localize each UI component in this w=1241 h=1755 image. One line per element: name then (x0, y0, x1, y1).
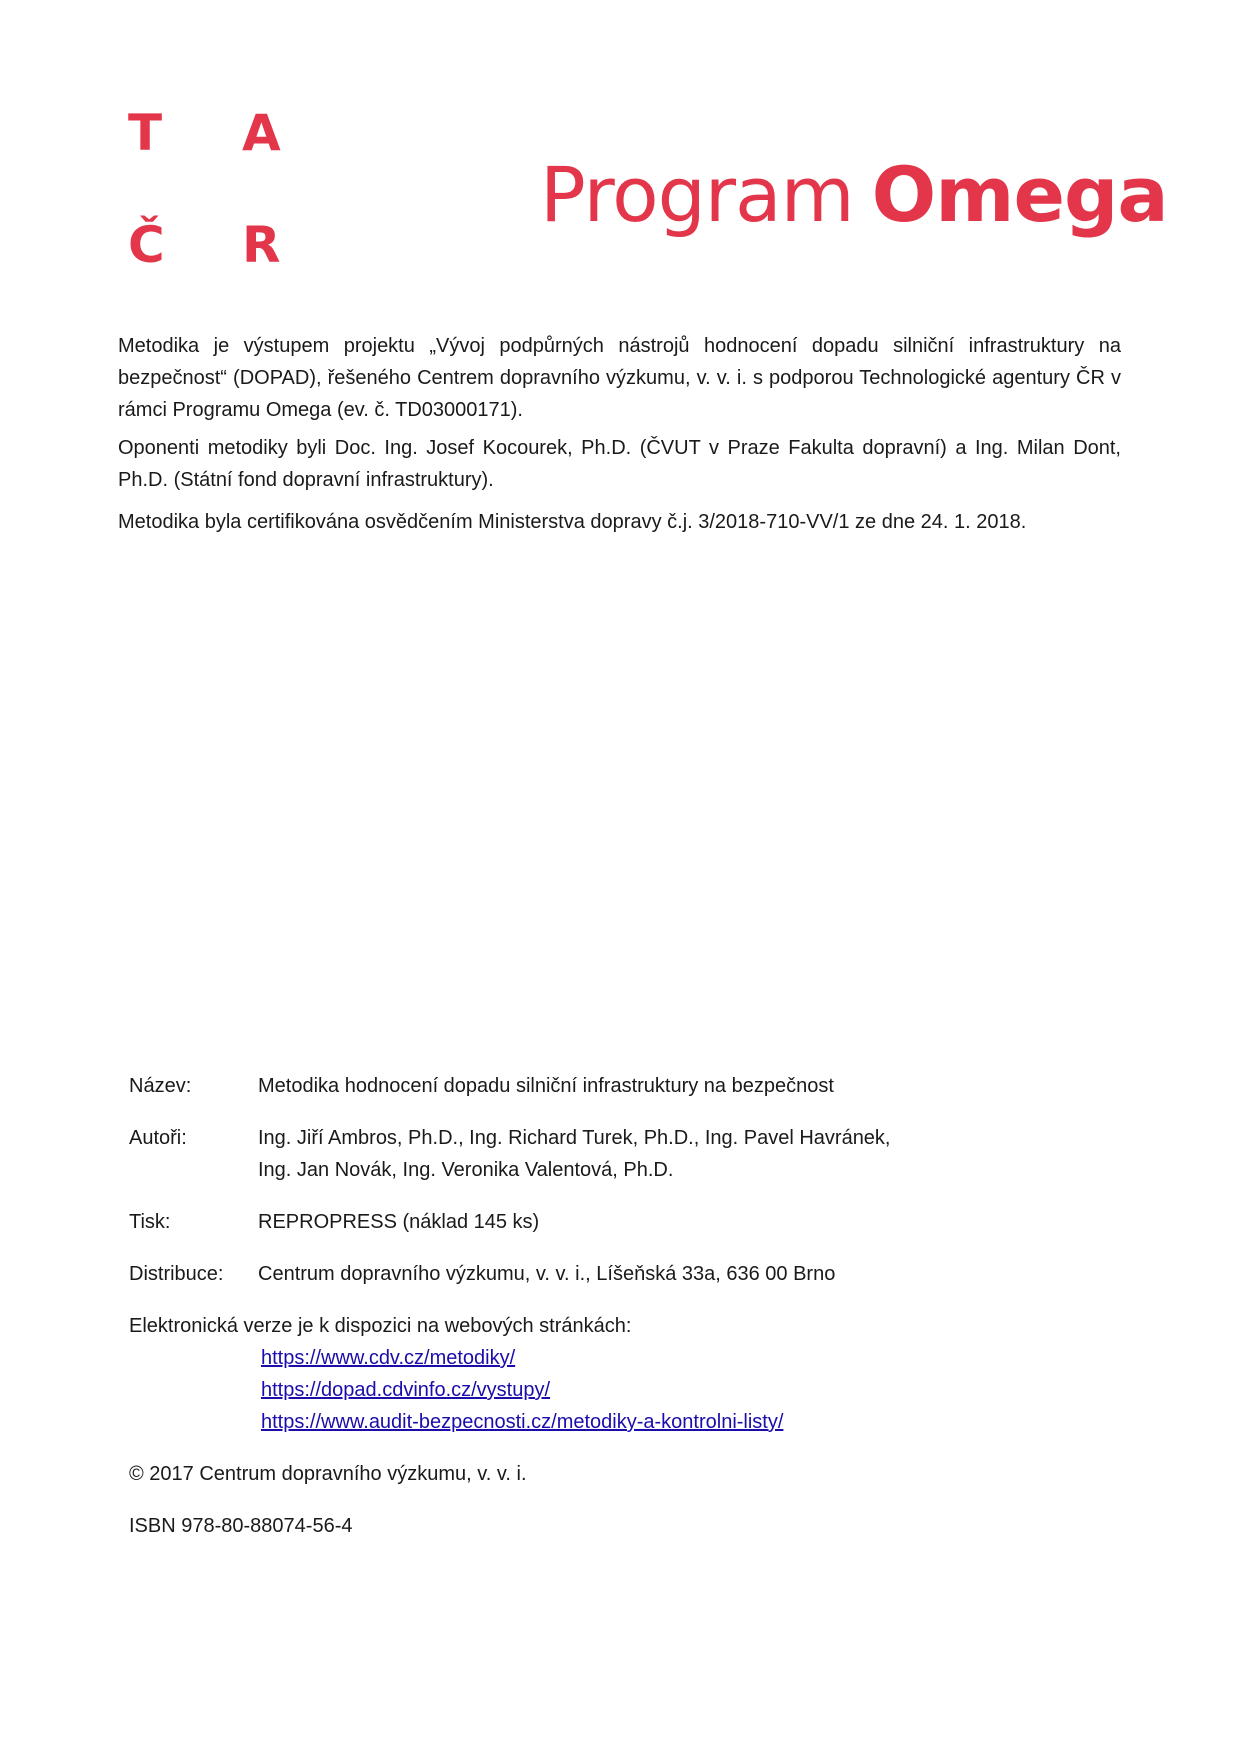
electronic-version-text: Elektronická verze je k dispozici na webových stránkách: (129, 1315, 632, 1337)
title-row (129, 1070, 1129, 1102)
title-label: Název: (129, 1075, 192, 1097)
title-value: Metodika hodnocení dopadu silniční infrastruktury na bezpečnost (258, 1075, 834, 1097)
intro-paragraph-project: Metodika je výstupem projektu „Vývoj podpůrných nástrojů hodnocení dopadu silniční infrastruktury na bezpečnost“ (DOPAD), řešeného Centrem dopravního výzkumu, v. v. i. s podporou Technologické agentury ČR v rámci Programu Omega (ev. č. TD03000171). (118, 335, 1121, 421)
tacr-letter-r: R (242, 216, 281, 274)
tacr-letter-c: Č (128, 216, 165, 274)
link-cdv-metodiky[interactable]: https://www.cdv.cz/metodiky/ (261, 1347, 516, 1369)
program-omega-logo (540, 150, 1168, 240)
link-audit-bezpecnosti[interactable]: https://www.audit-bezpecnosti.cz/metodiky-a-kontrolni-listy/ (261, 1411, 784, 1433)
print-label: Tisk: (129, 1211, 171, 1233)
distribution-label: Distribuce: (129, 1263, 224, 1285)
print-value: REPROPRESS (náklad 145 ks) (258, 1211, 540, 1233)
intro-paragraph-opponents: Oponenti metodiky byli Doc. Ing. Josef Kocourek, Ph.D. (ČVUT v Praze Fakulta dopravní) a Ing. Milan Dont, Ph.D. (Státní fond dopravní infrastruktury). (118, 437, 1121, 491)
electronic-version (129, 1310, 1129, 1438)
omega-word: Omega (871, 150, 1168, 239)
tacr-logo (128, 104, 298, 278)
intro-paragraph-certification: Metodika byla certifikována osvědčením Ministerstva dopravy č.j. 3/2018-710-VV/1 ze dne 24. 1. 2018. (118, 511, 1027, 533)
program-word: Program (540, 150, 854, 239)
authors-line-2: Ing. Jan Novák, Ing. Veronika Valentová, Ph.D. (258, 1159, 674, 1181)
print-row (129, 1206, 1129, 1238)
tacr-letter-a: A (242, 104, 281, 162)
link-dopad-vystupy[interactable]: https://dopad.cdvinfo.cz/vystupy/ (261, 1379, 551, 1401)
authors-row (129, 1122, 1129, 1186)
distribution-value: Centrum dopravního výzkumu, v. v. i., Líšeňská 33a, 636 00 Brno (258, 1263, 836, 1285)
distribution-row (129, 1258, 1129, 1290)
isbn: ISBN 978-80-88074-56-4 (129, 1515, 353, 1537)
authors-value (258, 1122, 1129, 1186)
authors-label: Autoři: (129, 1127, 187, 1149)
copyright: © 2017 Centrum dopravního výzkumu, v. v. i. (129, 1463, 527, 1485)
authors-line-1: Ing. Jiří Ambros, Ph.D., Ing. Richard Turek, Ph.D., Ing. Pavel Havránek, (258, 1127, 891, 1149)
tacr-letter-t: T (128, 104, 163, 162)
link-list (129, 1342, 1129, 1438)
publication-details (129, 1070, 1129, 1562)
intro-section (118, 330, 1121, 544)
